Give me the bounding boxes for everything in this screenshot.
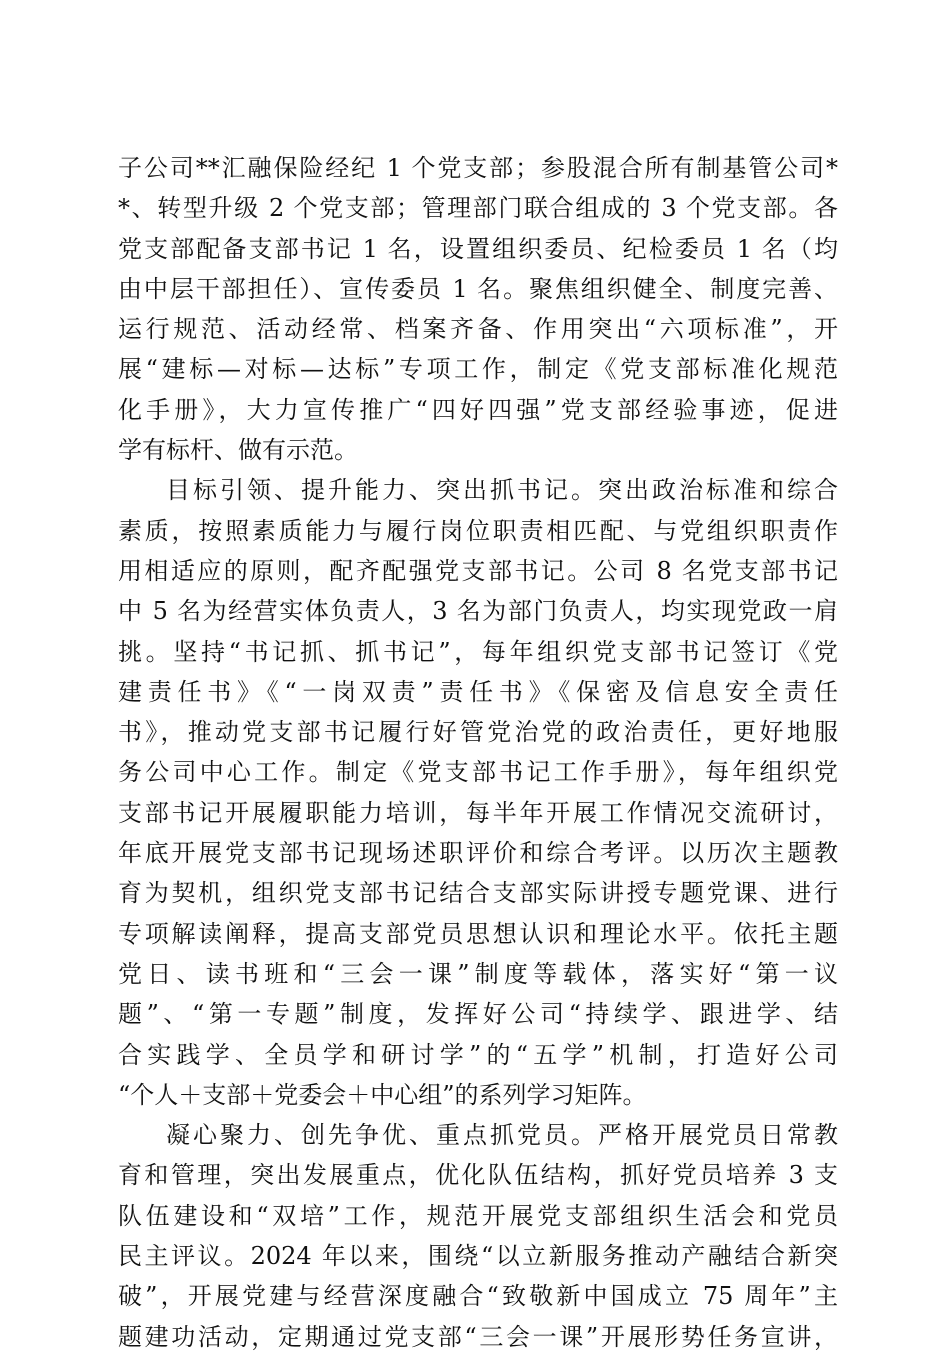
text-line: 挑。坚持“书记抓、抓书记”，每年组织党支部书记签订《党 bbox=[118, 637, 838, 666]
text-line: 运行规范、活动经常、档案齐备、作用突出“六项标准”，开 bbox=[118, 315, 838, 344]
text-line: 年底开展党支部书记现场述职评价和综合考评。以历次主题教 bbox=[118, 839, 838, 868]
text-line: 合实践学、全员学和研讨学”的“五学”机制，打造好公司 bbox=[118, 1040, 838, 1069]
text-line: 建责任书》《“一岗双责”责任书》《保密及信息安全责任 bbox=[118, 677, 838, 706]
text-line: 育为契机，组织党支部书记结合支部实际讲授专题党课、进行 bbox=[118, 879, 838, 908]
paragraph-3 bbox=[118, 1115, 838, 1357]
text-line: 化手册》，大力宣传推广“四好四强”党支部经验事迹，促进 bbox=[118, 395, 838, 424]
text-line: 党日、读书班和“三会一课”制度等载体，落实好“第一议 bbox=[118, 959, 838, 988]
text-line: 支部书记开展履职能力培训，每半年开展工作情况交流研讨， bbox=[118, 798, 838, 827]
text-line: 凝心聚力、创先争优、重点抓党员。严格开展党员日常教 bbox=[166, 1121, 838, 1150]
text-line: 学有标杆、做有示范。 bbox=[118, 436, 358, 465]
text-line: 素质，按照素质能力与履行岗位职责相匹配、与党组织职责作 bbox=[118, 516, 838, 545]
text-line: 育和管理，突出发展重点，优化队伍结构，抓好党员培养 3 支 bbox=[118, 1161, 838, 1190]
paragraph-1 bbox=[118, 148, 838, 470]
text-line: 题建功活动，定期通过党支部“三会一课”开展形势任务宣讲， bbox=[118, 1322, 838, 1351]
text-line: 破”，开展党建与经营深度融合“致敬新中国成立 75 周年”主 bbox=[118, 1282, 838, 1311]
body-text bbox=[118, 148, 838, 1357]
text-line: 专项解读阐释，提高支部党员思想认识和理论水平。依托主题 bbox=[118, 919, 838, 948]
text-line: 题”、“第一专题”制度，发挥好公司“持续学、跟进学、结 bbox=[118, 1000, 838, 1029]
text-line: *、转型升级 2 个党支部；管理部门联合组成的 3 个党支部。各 bbox=[118, 194, 838, 223]
text-line: 队伍建设和“双培”工作，规范开展党支部组织生活会和党员 bbox=[118, 1201, 838, 1230]
paragraph-2 bbox=[118, 470, 838, 1115]
text-line: 目标引领、提升能力、突出抓书记。突出政治标准和综合 bbox=[166, 476, 838, 505]
text-line: 党支部配备支部书记 1 名，设置组织委员、纪检委员 1 名（均 bbox=[118, 234, 838, 263]
text-line: 务公司中心工作。制定《党支部书记工作手册》，每年组织党 bbox=[118, 758, 838, 787]
text-line: 民主评议。2024 年以来，围绕“以立新服务推动产融结合新突 bbox=[118, 1242, 838, 1271]
text-line: 书》，推动党支部书记履行好管党治党的政治责任，更好地服 bbox=[118, 718, 838, 747]
text-line: 子公司**汇融保险经纪 1 个党支部；参股混合所有制基管公司* bbox=[118, 154, 838, 182]
text-line: 用相适应的原则，配齐配强党支部书记。公司 8 名党支部书记 bbox=[118, 556, 838, 585]
text-line: 中 5 名为经营实体负责人，3 名为部门负责人，均实现党政一肩 bbox=[118, 597, 838, 626]
text-line: “个人＋支部＋党委会＋中心组”的系列学习矩阵。 bbox=[118, 1080, 647, 1109]
text-line: 由中层干部担任）、宣传委员 1 名。聚焦组织健全、制度完善、 bbox=[118, 274, 838, 303]
text-line: 展“建标—对标—达标”专项工作，制定《党支部标准化规范 bbox=[118, 355, 838, 384]
